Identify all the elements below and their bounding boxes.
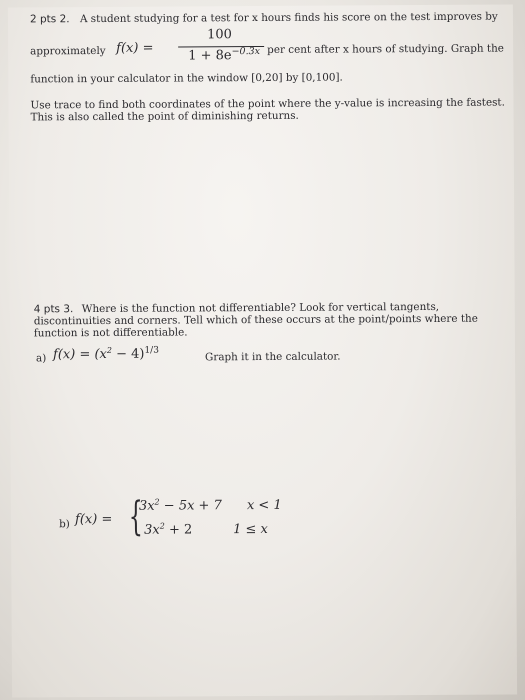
q2-points-label: 2 pts 2. [29,13,70,26]
q3b-case-2-expression [144,521,193,538]
q3b-case-2-square: 2 [159,521,165,531]
q3a-exponent: 1/3 [144,345,159,356]
q3-line-1: Where is the function not differentiable? Look for vertical tangents, [81,300,440,316]
q3a-instruction: Graph it in the calculator. [205,350,341,364]
q2-approximately: approximately [30,44,106,58]
q2-line-1: A student studying for a test for x hours finds his score on the test improves by [79,10,498,26]
q3b-case-2-condition: 1 ≤ x [233,521,268,538]
q3a-label: a) [36,352,47,365]
q3a-expression [52,345,159,363]
q3b-case-1-expression [138,497,222,514]
q3b-left-brace: { [128,493,143,540]
q2-denominator [188,46,261,64]
q2-numerator: 100 [207,27,232,43]
q3b-case-1-square: 2 [154,497,160,507]
q2-denominator-exponent: −0.3x [231,46,261,58]
q3-line-2: discontinuities and corners. Tell which of these occurs at the point/points where the [33,312,478,328]
q2-denominator-base: 1 + 8e [188,48,232,64]
q2-f-lhs: f(x) = [116,40,154,56]
q2-line-3: function in your calculator in the window [0,20] by [0,100]. [30,71,343,86]
q3b-f-lhs: f(x) = [74,511,113,528]
worksheet-page [8,4,517,697]
q3-points-label: 4 pts 3. [33,303,74,316]
q3a-square: 2 [106,345,112,355]
q3b-case-2-rest: + 2 [164,522,193,538]
q2-line-2-rest: per cent after x hours of studying. Graph the [267,42,504,56]
q3a-expr-start: f(x) = (x [52,346,107,363]
q2-line-5: This is also called the point of diminishing returns. [30,109,299,124]
q3b-case-1-rest: − 5x + 7 [159,498,222,514]
q3b-case-1-condition: x < 1 [246,497,282,514]
q3b-case-1-start: 3x [138,498,155,514]
q3a-expr-mid: − 4) [111,346,145,362]
q3-line-3: function is not differentiable. [33,326,188,340]
q3b-label: b) [59,518,70,531]
q3b-case-2-start: 3x [144,522,160,538]
q2-line-4: Use trace to find both coordinates of the point where the y-value is increasing the fastest. [30,96,505,112]
